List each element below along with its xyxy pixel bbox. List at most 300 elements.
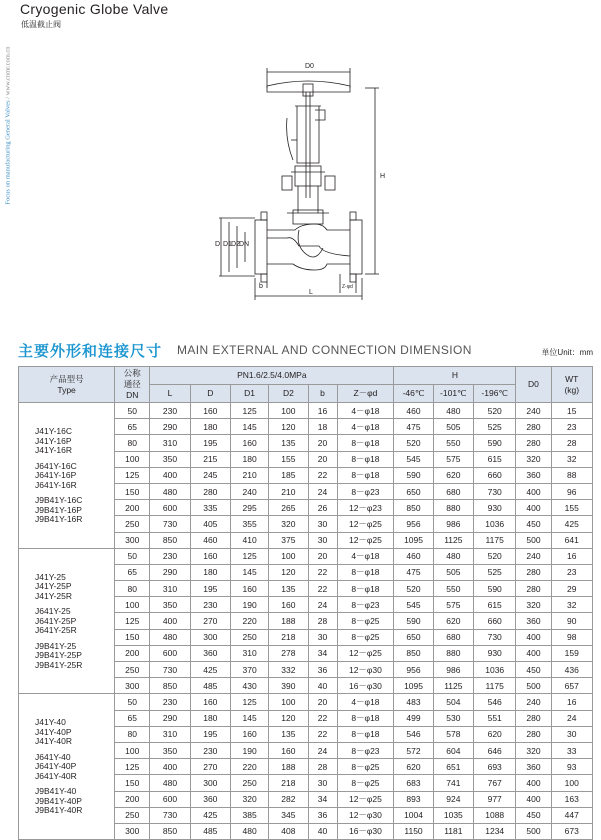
table-cell: 400 (516, 483, 551, 499)
table-cell: 657 (551, 678, 592, 694)
table-cell: 575 (433, 451, 473, 467)
table-cell: 20 (308, 435, 337, 451)
table-cell: 450 (516, 516, 551, 532)
table-cell: 280 (516, 726, 551, 742)
table-cell: 485 (190, 678, 230, 694)
table-cell: 578 (433, 726, 473, 742)
table-cell: 310 (150, 435, 190, 451)
table-cell: 600 (150, 500, 190, 516)
table-cell: 525 (474, 419, 516, 435)
table-cell: 230 (190, 597, 230, 613)
table-cell: 22 (308, 581, 337, 597)
table-cell: 200 (115, 791, 150, 807)
table-cell: 447 (551, 807, 592, 823)
table-cell: 1095 (394, 678, 433, 694)
table-cell: 24 (308, 483, 337, 499)
table-cell: 500 (516, 532, 551, 548)
table-cell: 300 (190, 775, 230, 791)
model-name: J641Y-25P (35, 615, 77, 626)
table-cell: 240 (516, 548, 551, 564)
table-cell: 8－φ23 (337, 597, 394, 613)
table-cell: 360 (190, 645, 230, 661)
model-name: J9B41Y-40 (35, 786, 77, 797)
table-cell: 290 (150, 419, 190, 435)
table-cell: 185 (269, 467, 308, 483)
table-cell: 160 (230, 581, 268, 597)
table-cell: 220 (230, 759, 268, 775)
model-name: J641Y-25R (35, 625, 77, 636)
table-cell: 90 (551, 613, 592, 629)
table-cell: 310 (230, 645, 268, 661)
table-cell: 150 (115, 629, 150, 645)
table-cell: 100 (269, 403, 308, 419)
table-cell: 29 (551, 581, 592, 597)
table-cell: 499 (394, 710, 433, 726)
table-cell: 1095 (394, 532, 433, 548)
table-cell: 480 (433, 548, 473, 564)
valve-drawing (215, 48, 395, 308)
table-cell: 24 (308, 742, 337, 758)
table-cell: 150 (115, 483, 150, 499)
table-cell: 270 (190, 759, 230, 775)
model-name: J9B41Y-40P (35, 795, 82, 806)
table-cell: 65 (115, 419, 150, 435)
model-name: J41Y-25 (35, 571, 66, 582)
table-cell: 350 (150, 451, 190, 467)
table-cell: 16 (551, 694, 592, 710)
table-cell: 425 (190, 807, 230, 823)
model-name: J641Y-40R (35, 770, 77, 781)
table-cell: 180 (230, 451, 268, 467)
side-slogan-text: Focus on manufacturing General Valves (4, 100, 12, 205)
table-cell: 350 (150, 597, 190, 613)
label-b: b (259, 283, 263, 290)
table-cell: 450 (516, 807, 551, 823)
table-cell: 620 (433, 467, 473, 483)
table-cell: 385 (230, 807, 268, 823)
table-cell: 80 (115, 726, 150, 742)
model-name: J641Y-16R (35, 479, 77, 490)
table-cell: 32 (551, 597, 592, 613)
table-cell: 430 (230, 678, 268, 694)
table-cell: 36 (308, 662, 337, 678)
table-cell: 290 (150, 564, 190, 580)
section-title-en: MAIN EXTERNAL AND CONNECTION DIMENSION (177, 343, 472, 357)
model-name: J9B41Y-16C (35, 495, 83, 505)
table-cell: 475 (394, 419, 433, 435)
label-z: Z-φd (342, 284, 353, 290)
table-cell: 160 (230, 726, 268, 742)
header-wt-unit: (kg) (564, 384, 580, 395)
table-cell: 320 (269, 516, 308, 532)
table-cell: 604 (433, 742, 473, 758)
table-cell: 12－φ25 (337, 516, 394, 532)
table-cell: 520 (394, 435, 433, 451)
model-name: J641Y-25 (35, 606, 71, 617)
page-subtitle-cn: 低温截止阀 (21, 20, 61, 29)
table-cell: 20 (308, 451, 337, 467)
table-cell: 28 (308, 759, 337, 775)
table-cell: 850 (394, 645, 433, 661)
table-cell: 520 (474, 548, 516, 564)
table-cell: 1036 (474, 516, 516, 532)
side-site-text: www.cnmr.com.cn (4, 46, 12, 96)
table-cell: 505 (433, 564, 473, 580)
table-cell: 93 (551, 759, 592, 775)
header-dn-cn2: 通径 (123, 379, 141, 389)
table-cell: 335 (190, 500, 230, 516)
table-cell: 575 (433, 597, 473, 613)
section-title-cn: 主要外形和连接尺寸 (18, 343, 163, 360)
table-cell: 730 (474, 483, 516, 499)
table-cell: 730 (474, 629, 516, 645)
table-cell: 33 (551, 742, 592, 758)
table-cell: 956 (394, 516, 433, 532)
table-row (19, 403, 593, 419)
table-cell: 590 (394, 467, 433, 483)
table-cell: 40 (308, 823, 337, 839)
table-cell: 924 (433, 791, 473, 807)
table-cell: 730 (150, 662, 190, 678)
table-cell: 98 (551, 629, 592, 645)
table-cell: 1234 (474, 823, 516, 839)
label-d1: D1 (223, 241, 232, 248)
table-cell: 50 (115, 403, 150, 419)
model-name: J41Y-40R (35, 736, 73, 747)
table-cell: 290 (150, 710, 190, 726)
header-t3: -196℃ (474, 385, 516, 403)
table-cell: 160 (190, 548, 230, 564)
table-cell: 250 (230, 775, 268, 791)
table-cell: 1150 (394, 823, 433, 839)
table-cell: 125 (115, 759, 150, 775)
table-cell: 360 (190, 791, 230, 807)
table-cell: 8－φ23 (337, 742, 394, 758)
table-cell: 160 (190, 403, 230, 419)
table-cell: 483 (394, 694, 433, 710)
table-cell: 425 (190, 662, 230, 678)
header-h: H (394, 367, 516, 385)
table-cell: 160 (230, 435, 268, 451)
model-cell (19, 548, 115, 694)
table-cell: 150 (115, 775, 150, 791)
table-cell: 300 (115, 678, 150, 694)
table-cell: 500 (516, 823, 551, 839)
model-name: J41Y-25P (35, 581, 72, 592)
table-cell: 215 (190, 451, 230, 467)
table-cell: 12－φ23 (337, 500, 394, 516)
table-cell: 400 (516, 791, 551, 807)
model-name: J641Y-40P (35, 761, 77, 772)
table-cell: 741 (433, 775, 473, 791)
table-cell: 160 (269, 742, 308, 758)
table-cell: 400 (150, 759, 190, 775)
table-cell: 300 (115, 823, 150, 839)
header-type-cn: 产品型号 (49, 373, 84, 384)
table-cell: 600 (150, 645, 190, 661)
table-cell: 880 (433, 645, 473, 661)
table-cell: 50 (115, 694, 150, 710)
table-cell: 12－φ25 (337, 645, 394, 661)
table-cell: 650 (394, 483, 433, 499)
table-cell: 22 (308, 564, 337, 580)
table-cell: 22 (308, 726, 337, 742)
table-cell: 100 (115, 742, 150, 758)
table-cell: 240 (516, 403, 551, 419)
table-cell: 250 (230, 629, 268, 645)
table-cell: 145 (230, 710, 268, 726)
table-cell: 550 (433, 435, 473, 451)
model-group (35, 462, 114, 491)
table-cell: 240 (516, 694, 551, 710)
table-cell: 80 (115, 435, 150, 451)
table-cell: 546 (474, 694, 516, 710)
dimension-table (18, 366, 593, 840)
table-cell: 4－φ18 (337, 419, 394, 435)
table-cell: 135 (269, 435, 308, 451)
model-group (35, 642, 114, 671)
header-dn-cn1: 公称 (123, 368, 141, 378)
model-name: J41Y-40 (35, 717, 66, 728)
table-cell: 30 (308, 532, 337, 548)
table-cell: 930 (474, 645, 516, 661)
table-cell: 28 (308, 613, 337, 629)
table-cell: 310 (150, 726, 190, 742)
table-cell: 280 (516, 581, 551, 597)
table-cell: 620 (433, 613, 473, 629)
table-cell: 880 (433, 500, 473, 516)
model-group (35, 718, 114, 747)
table-cell: 8－φ18 (337, 451, 394, 467)
table-cell: 12－φ25 (337, 791, 394, 807)
header-dn-en: DN (126, 390, 139, 400)
table-cell: 370 (230, 662, 268, 678)
table-cell: 460 (190, 532, 230, 548)
model-group (35, 753, 114, 782)
table-cell: 23 (551, 419, 592, 435)
table-cell: 125 (230, 403, 268, 419)
table-cell: 188 (269, 613, 308, 629)
table-cell: 120 (269, 710, 308, 726)
table-cell: 8－φ23 (337, 483, 394, 499)
table-cell: 545 (394, 597, 433, 613)
table-cell: 320 (516, 742, 551, 758)
table-cell: 1125 (433, 678, 473, 694)
table-cell: 40 (308, 678, 337, 694)
table-cell: 680 (433, 483, 473, 499)
table-cell: 160 (269, 597, 308, 613)
table-cell: 425 (551, 516, 592, 532)
table-cell: 1035 (433, 807, 473, 823)
table-cell: 1175 (474, 678, 516, 694)
table-cell: 22 (308, 467, 337, 483)
table-cell: 500 (516, 678, 551, 694)
table-cell: 100 (269, 694, 308, 710)
table-cell: 8－φ18 (337, 710, 394, 726)
model-name: J9B41Y-16P (35, 504, 82, 515)
table-cell: 32 (551, 451, 592, 467)
table-cell: 8－φ18 (337, 435, 394, 451)
table-cell: 1181 (433, 823, 473, 839)
table-cell: 504 (433, 694, 473, 710)
table-cell: 660 (474, 467, 516, 483)
model-name: J41Y-16C (35, 426, 73, 436)
section-header (18, 340, 593, 360)
table-cell: 280 (516, 435, 551, 451)
table-cell: 195 (190, 435, 230, 451)
header-t2: -101℃ (433, 385, 473, 403)
table-cell: 400 (516, 629, 551, 645)
table-cell: 977 (474, 791, 516, 807)
table-cell: 525 (474, 564, 516, 580)
table-cell: 400 (516, 645, 551, 661)
header-z: Z－φd (337, 385, 394, 403)
table-cell: 600 (150, 791, 190, 807)
table-cell: 26 (308, 500, 337, 516)
header-d: D (190, 385, 230, 403)
table-cell: 24 (308, 597, 337, 613)
table-cell: 450 (516, 662, 551, 678)
table-cell: 480 (150, 483, 190, 499)
table-cell: 767 (474, 775, 516, 791)
table-cell: 693 (474, 759, 516, 775)
table-cell: 12－φ30 (337, 807, 394, 823)
model-name: J41Y-16R (35, 445, 73, 455)
label-d0: D0 (305, 63, 314, 70)
table-cell: 572 (394, 742, 433, 758)
table-cell: 8－φ25 (337, 613, 394, 629)
header-dn (115, 367, 150, 403)
table-cell: 210 (230, 467, 268, 483)
table-cell: 23 (551, 564, 592, 580)
table-cell: 30 (308, 516, 337, 532)
table-cell: 550 (433, 581, 473, 597)
model-group (35, 496, 114, 525)
table-cell: 590 (474, 435, 516, 451)
table-cell: 250 (115, 662, 150, 678)
table-cell: 160 (190, 694, 230, 710)
model-name: J9B41Y-40R (35, 805, 83, 816)
table-cell: 332 (269, 662, 308, 678)
table-cell: 4－φ18 (337, 403, 394, 419)
table-cell: 230 (150, 694, 190, 710)
table-cell: 320 (516, 597, 551, 613)
model-name: J41Y-16P (35, 435, 72, 446)
table-cell: 15 (551, 403, 592, 419)
table-cell: 145 (230, 564, 268, 580)
table-cell: 551 (474, 710, 516, 726)
table-cell: 100 (115, 597, 150, 613)
table-cell: 360 (516, 613, 551, 629)
table-cell: 350 (150, 742, 190, 758)
table-cell: 20 (308, 548, 337, 564)
table-cell: 30 (308, 775, 337, 791)
table-cell: 280 (190, 483, 230, 499)
table-cell: 355 (230, 516, 268, 532)
table-cell: 375 (269, 532, 308, 548)
header-wt-label: WT (565, 373, 579, 384)
table-cell: 34 (308, 645, 337, 661)
model-group (35, 573, 114, 602)
table-cell: 100 (269, 548, 308, 564)
table-cell: 320 (516, 451, 551, 467)
table-cell: 956 (394, 662, 433, 678)
table-cell: 641 (551, 532, 592, 548)
label-d: D (215, 241, 221, 248)
label-h: H (380, 173, 386, 180)
table-cell: 135 (269, 726, 308, 742)
table-cell: 530 (433, 710, 473, 726)
table-cell: 360 (516, 467, 551, 483)
table-cell: 100 (115, 451, 150, 467)
page-title: Cryogenic Globe Valve (20, 1, 169, 17)
table-cell: 1175 (474, 532, 516, 548)
table-cell: 390 (269, 678, 308, 694)
header-d1: D1 (230, 385, 268, 403)
table-cell: 145 (230, 419, 268, 435)
table-cell: 8－φ25 (337, 775, 394, 791)
table-cell: 400 (516, 775, 551, 791)
table-cell: 36 (308, 807, 337, 823)
model-name: J41Y-25R (35, 590, 73, 601)
table-cell: 646 (474, 742, 516, 758)
table-cell: 125 (115, 613, 150, 629)
table-cell: 850 (150, 678, 190, 694)
table-cell: 155 (269, 451, 308, 467)
table-cell: 270 (190, 613, 230, 629)
table-cell: 546 (394, 726, 433, 742)
table-cell: 505 (433, 419, 473, 435)
table-cell: 180 (190, 419, 230, 435)
model-group (35, 607, 114, 636)
table-cell: 190 (230, 742, 268, 758)
table-cell: 680 (433, 629, 473, 645)
table-cell: 730 (150, 516, 190, 532)
table-cell: 125 (230, 548, 268, 564)
table-cell: 8－φ25 (337, 629, 394, 645)
label-d2: D2 (231, 241, 240, 248)
model-name: J9B41Y-25R (35, 659, 83, 670)
table-cell: 278 (269, 645, 308, 661)
table-cell: 8－φ18 (337, 564, 394, 580)
model-cell (19, 403, 115, 549)
table-cell: 30 (551, 726, 592, 742)
table-cell: 96 (551, 483, 592, 499)
label-dn: DN (239, 241, 250, 248)
table-cell: 250 (115, 516, 150, 532)
model-name: J641Y-16P (35, 470, 77, 480)
table-cell: 200 (115, 500, 150, 516)
table-cell: 683 (394, 775, 433, 791)
table-cell: 660 (474, 613, 516, 629)
table-cell: 210 (269, 483, 308, 499)
table-cell: 1088 (474, 807, 516, 823)
model-name: J641Y-16C (35, 460, 77, 471)
table-cell: 50 (115, 548, 150, 564)
table-cell: 8－φ18 (337, 581, 394, 597)
table-cell: 195 (190, 581, 230, 597)
table-body (19, 403, 593, 840)
model-name: J41Y-40P (35, 726, 72, 737)
table-cell: 155 (551, 500, 592, 516)
table-cell: 480 (230, 823, 268, 839)
table-cell: 345 (269, 807, 308, 823)
header-b: b (308, 385, 337, 403)
table-cell: 1036 (474, 662, 516, 678)
table-cell: 986 (433, 516, 473, 532)
table-cell: 34 (308, 791, 337, 807)
table-cell: 850 (150, 823, 190, 839)
